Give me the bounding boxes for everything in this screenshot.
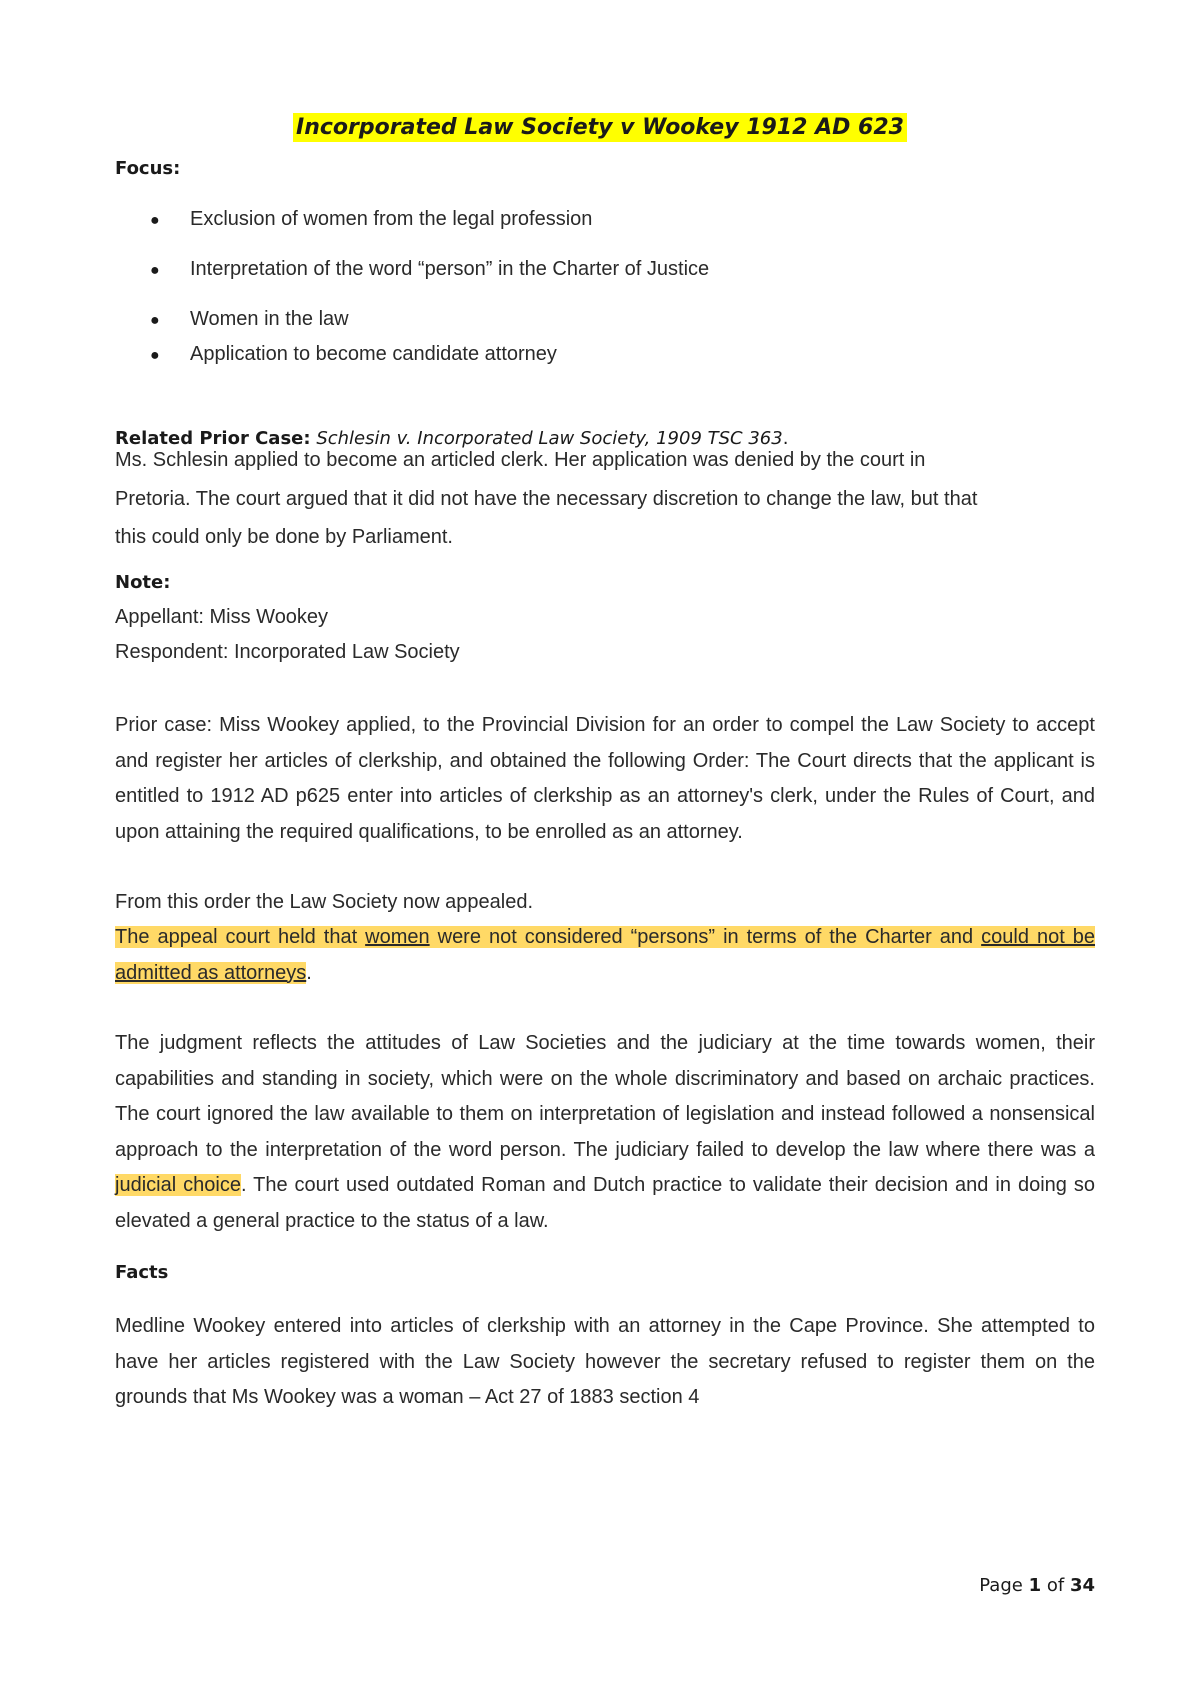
focus-bullet-2: ● Interpretation of the word “person” in the Charter of Justice: [150, 258, 710, 280]
note-parties: [115, 600, 1095, 670]
schlesin-paragraph: Ms. Schlesin applied to become an articled clerk. Her application was denied by the court in Pretoria. The court argued that it did not have the necessary discretion to change the law, but that this could only be done by Parliament.: [115, 449, 978, 548]
prior-case-paragraph: Prior case: Miss Wookey applied, to the Provincial Division for an order to compel the Law Society to accept and register her articles of clerkship, and obtained the following Order: The Court directs that the applicant is entitled to 1912 AD p625 enter into articles of clerkship as an attorney's clerk, under the Rules of Court, and upon attaining the required qualifications, to be enrolled as an attorney.: [115, 714, 1095, 843]
related-citation: Schlesin v. Incorporated Law Society, 1909 TSC 363: [316, 428, 783, 449]
judgment-paragraph: The judgment reflects the attitudes of Law Societies and the judiciary at the time towards women, their capabilities and standing in society, which were on the whole discriminatory and based on archaic practices. The court ignored the law available to them on interpretation of legislation and instead followed a nonsensical approach to the interpretation of the word person. The judiciary failed to develop the law where there was a judicial choice. The court used outdated Roman and Dutch practice to validate their decision and in doing so elevated a general practice to the status of a law.: [115, 1032, 1095, 1232]
appeal-line: From this order the Law Society now appealed.: [115, 891, 533, 913]
note-label: Note:: [115, 572, 171, 593]
total-page-number: 34: [1069, 1575, 1095, 1596]
facts-label: Facts: [115, 1262, 169, 1283]
current-page-number: 1: [1028, 1575, 1042, 1596]
page-footer: Page 1 of 34: [979, 1575, 1095, 1596]
appellant-text: Appellant: Miss Wookey: [115, 606, 329, 628]
respondent-text: Respondent: Incorporated Law Society: [115, 641, 460, 663]
could-not-underlined: could not be admitted as attorneys: [115, 926, 1095, 984]
page-title: [0, 115, 1200, 140]
holding-paragraph: The appeal court held that women were not considered “persons” in terms of the Charter and could not be admitted as attorneys.: [115, 926, 1095, 984]
focus-bullet-1: ● Exclusion of women from the legal profession: [150, 208, 593, 230]
bullet-icon: ●: [150, 347, 160, 364]
bullet-icon: ●: [150, 312, 160, 329]
title-highlight: Incorporated Law Society v Wookey 1912 AD 623: [293, 113, 907, 142]
focus-label: Focus:: [115, 158, 181, 179]
facts-paragraph: Medline Wookey entered into articles of clerkship with an attorney in the Cape Province. She attempted to have her articles registered with the Law Society however the secretary refused to register them on the grounds that Ms Wookey was a woman – Act 27 of 1883 section 4: [115, 1315, 1095, 1408]
focus-bullet-4: ● Application to become candidate attorney: [150, 343, 557, 365]
bullet-icon: ●: [150, 262, 160, 279]
related-label: Related Prior Case:: [115, 428, 311, 449]
bullet-icon: ●: [150, 212, 160, 229]
focus-bullet-3: ● Women in the law: [150, 308, 349, 330]
related-end: .: [782, 428, 789, 449]
women-underlined: women: [365, 926, 430, 948]
judicial-choice-highlight: judicial choice: [115, 1174, 241, 1196]
